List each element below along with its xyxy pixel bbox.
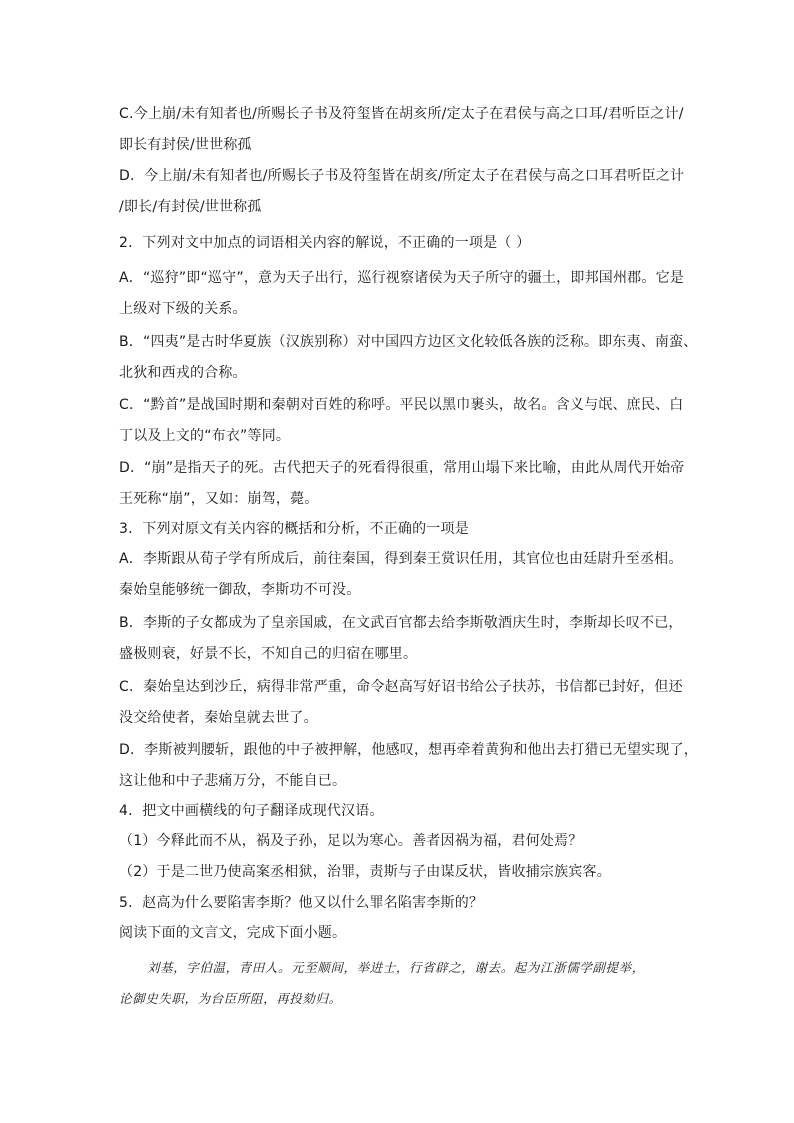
passage-line-2: 论御史失职，为台臣所阻，再投劾归。 bbox=[119, 991, 342, 1006]
q2-option-d-line-1: D．“崩”是指天子的死。古代把天子的死看得很重，常用山塌下来比喻，由此从周代开始帝 bbox=[119, 460, 685, 476]
q3-option-d-line-2: 这让他和中子悲痛万分，不能自已。 bbox=[119, 773, 347, 789]
question-5-stem: 5．赵高为什么要陷害李斯？他又以什么罪名陷害李斯的？ bbox=[119, 895, 484, 911]
question-4-stem: 4．把文中画横线的句子翻译成现代汉语。 bbox=[119, 803, 384, 819]
q4-item-1: （1）今释此而不从，祸及子孙，足以为寒心。善者因祸为福，君何处焉？ bbox=[119, 833, 583, 849]
q4-item-2: （2）于是二世乃使高案丞相狱，治罪，责斯与子由谋反状，皆收捕宗族宾客。 bbox=[119, 864, 611, 880]
q2-option-b-line-2: 北狄和西戎的合称。 bbox=[119, 365, 247, 381]
q2-option-a-line-1: A．“巡狩”即“巡守”，意为天子出行，巡行视察诸侯为天子所守的疆土，即邦国州郡。它是 bbox=[119, 270, 684, 286]
q2-option-c-line-1: C．“黔首”是战国时期和秦朝对百姓的称呼。平民以黑巾裹头，故名。含义与氓、庶民、白 bbox=[119, 397, 684, 413]
option-d-line-2: /即长/有封侯/世世称孤 bbox=[119, 199, 262, 215]
q3-option-d-line-1: D．李斯被判腰斩，跟他的中子被押解，他感叹，想再牵着黄狗和他出去打猎已无望实现了， bbox=[119, 742, 698, 758]
q2-option-c-line-2: 丁以及上文的“布衣”等同。 bbox=[119, 428, 291, 444]
q2-option-a-line-2: 上级对下级的关系。 bbox=[119, 301, 247, 317]
q2-option-b-line-1: B．“四夷”是古时华夏族（汉族别称）对中国四方边区文化较低各族的泛称。即东夷、南蛮、 bbox=[119, 334, 698, 350]
reading-instruction: 阅读下面的文言文，完成下面小题。 bbox=[119, 925, 347, 941]
q3-option-c-line-1: C．秦始皇达到沙丘，病得非常严重，命令赵高写好诏书给公子扶苏，书信都已封好，但还 bbox=[119, 679, 683, 695]
question-2-stem: 2．下列对文中加点的词语相关内容的解说，不正确的一项是（ ） bbox=[119, 235, 531, 251]
q3-option-b-line-1: B．李斯的子女都成为了皇亲国戚，在文武百官都去给李斯敬酒庆生时，李斯却长叹不已， bbox=[119, 615, 683, 631]
option-c-line-2: 即长有封侯/世世称孤 bbox=[119, 137, 252, 153]
option-d-line-1: D．今上崩/未有知者也/所赐长子书及符玺皆在胡亥/所定太子在君侯与高之口耳君听臣之计 bbox=[119, 168, 685, 184]
q3-option-c-line-2: 没交给使者，秦始皇就去世了。 bbox=[119, 710, 318, 726]
passage-line-1: 刘基，字伯温，青田人。元至顺间，举进士，行省辟之，谢去。起为江浙儒学副提举， bbox=[147, 960, 645, 975]
question-3-stem: 3．下列对原文有关内容的概括和分析，不正确的一项是 bbox=[119, 521, 469, 537]
q2-option-d-line-2: 王死称“崩”，又如：崩驾，薨。 bbox=[119, 491, 319, 507]
q3-option-b-line-2: 盛极则衰，好景不长，不知自己的归宿在哪里。 bbox=[119, 646, 418, 662]
q3-option-a-line-2: 秦始皇能够统一御敌，李斯功不可没。 bbox=[119, 582, 361, 598]
option-c-line-1: C.今上崩/未有知者也/所赐长子书及符玺皆在胡亥所/定太子在君侯与高之口耳/君听臣之计/ bbox=[119, 106, 684, 122]
q3-option-a-line-1: A．李斯跟从荀子学有所成后，前往秦国，得到秦王赏识任用，其官位也由廷尉升至丞相。 bbox=[119, 551, 683, 567]
